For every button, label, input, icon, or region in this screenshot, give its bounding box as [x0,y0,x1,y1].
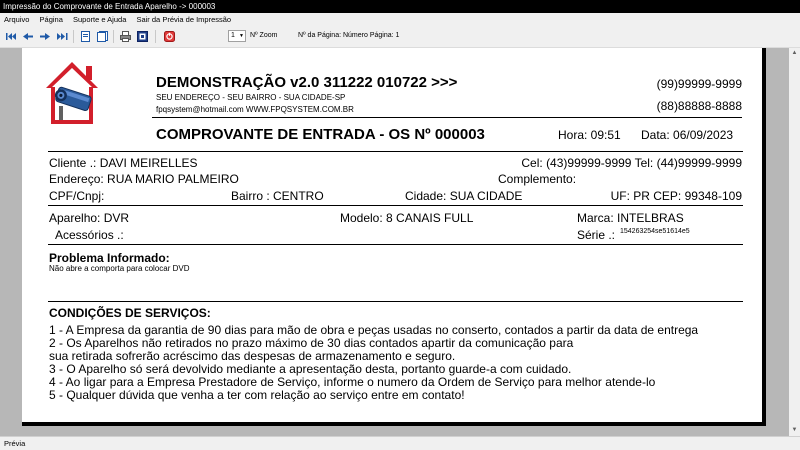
company-name: DEMONSTRAÇÃO v2.0 311222 010722 >>> [156,74,458,91]
single-page-icon[interactable] [79,30,91,42]
condition-line: 4 - Ao ligar para a Empresa Prestadore de Serviço, informe o numero da Ordem de Serviço para melhor atende-lo [49,375,656,389]
client-bairro: Bairro : CENTRO [231,189,324,203]
print-icon[interactable] [119,30,131,42]
page-setup-icon[interactable] [136,30,148,42]
client-phones: Cel: (43)99999-9999 Tel: (44)99999-9999 [521,156,742,170]
condition-line: 3 - O Aparelho só será devolvido mediante a apresentação desta, portanto guarde-a com cuidado. [49,362,572,376]
device-modelo: Modelo: 8 CANAIS FULL [340,211,474,225]
client-address: Endereço: RUA MARIO PALMEIRO [49,172,239,186]
chevron-down-icon: ▼ [239,33,244,39]
prev-page-icon[interactable] [22,30,34,42]
document-title: COMPROVANTE DE ENTRADA - OS Nº 000003 [156,126,485,143]
title-divider [48,151,743,152]
status-text: Prévia [4,439,26,448]
window-title-bar [0,0,800,13]
menu-pagina[interactable]: Página [39,15,63,24]
document-time: Hora: 09:51 [558,128,621,142]
menu-arquivo[interactable]: Arquivo [4,15,30,24]
preview-area [0,48,789,436]
scroll-down-icon[interactable]: ▼ [791,427,798,433]
client-complement-label: Complemento: [498,172,577,186]
problem-heading: Problema Informado: [49,251,170,265]
zoom-select[interactable] [228,30,246,42]
condition-line: 5 - Qualquer dúvida que venha a ter com relação ao serviço entre em contato! [49,388,465,402]
vertical-scrollbar[interactable] [789,48,800,436]
close-preview-icon[interactable] [163,30,175,42]
client-cpf-label: CPF/Cnpj: [49,189,105,203]
company-phone-2: (88)88888-8888 [656,99,742,113]
device-marca: Marca: INTELBRAS [577,211,684,225]
company-email-site: fpqsystem@hotmail.com WWW.FPQSYSTEM.COM.BR [156,105,354,114]
scroll-up-icon[interactable]: ▲ [791,50,798,56]
status-bar [0,436,800,450]
next-page-icon[interactable] [39,30,51,42]
security-camera-house-logo [44,60,100,128]
company-address: SEU ENDEREÇO - SEU BAIRRO - SUA CIDADE-SP [156,93,346,102]
page-number-label: Nº da Página: Número Página: 1 [298,32,400,39]
last-page-icon[interactable] [56,30,68,42]
problem-divider [48,301,743,302]
menu-bar [0,13,800,26]
toolbar-separator [73,30,74,43]
receipt-page [22,48,766,426]
device-serie-value: 154263254se51614e5 [620,228,690,235]
condition-line: 1 - A Empresa da garantia de 90 dias para mão de obra e peças usadas no conserto, contados a partir da data de entrega [49,323,699,337]
client-uf-cep: UF: PR CEP: 99348-109 [610,189,742,203]
client-divider [48,205,743,206]
client-cidade: Cidade: SUA CIDADE [405,189,523,203]
document-date: Data: 06/09/2023 [641,128,734,142]
device-divider [48,244,743,245]
problem-text: Não abre a comporta para colocar DVD [49,264,190,273]
conditions-heading: CONDIÇÕES DE SERVIÇOS: [49,306,211,320]
company-phone-1: (99)99999-9999 [656,77,742,91]
device-aparelho: Aparelho: DVR [49,211,130,225]
zoom-label: Nº Zoom [250,32,278,39]
menu-suporte-ajuda[interactable]: Suporte e Ajuda [72,15,127,24]
zoom-value: 1 [231,32,235,39]
device-serie-label: Série .: [577,228,616,242]
menu-sair-previa[interactable]: Sair da Prévia de Impressão [136,15,232,24]
toolbar-separator [113,30,114,43]
condition-line: 2 - Os Aparelhos não retirados no prazo máximo de 30 dias contados apartir da comunicação para [49,336,574,350]
client-name: Cliente .: DAVI MEIRELLES [49,156,198,170]
header-divider [152,117,742,118]
device-acessorios-label: Acessórios .: [55,228,124,242]
multi-page-icon[interactable] [96,30,108,42]
condition-line: sua retirada sofrerão acréscimo das despesas de armazenamento e seguro. [49,349,456,363]
toolbar-separator [155,30,156,43]
first-page-icon[interactable] [5,30,17,42]
window-title: Impressão do Comprovante de Entrada Aparelho -> 000003 [3,2,216,11]
toolbar [0,26,800,48]
